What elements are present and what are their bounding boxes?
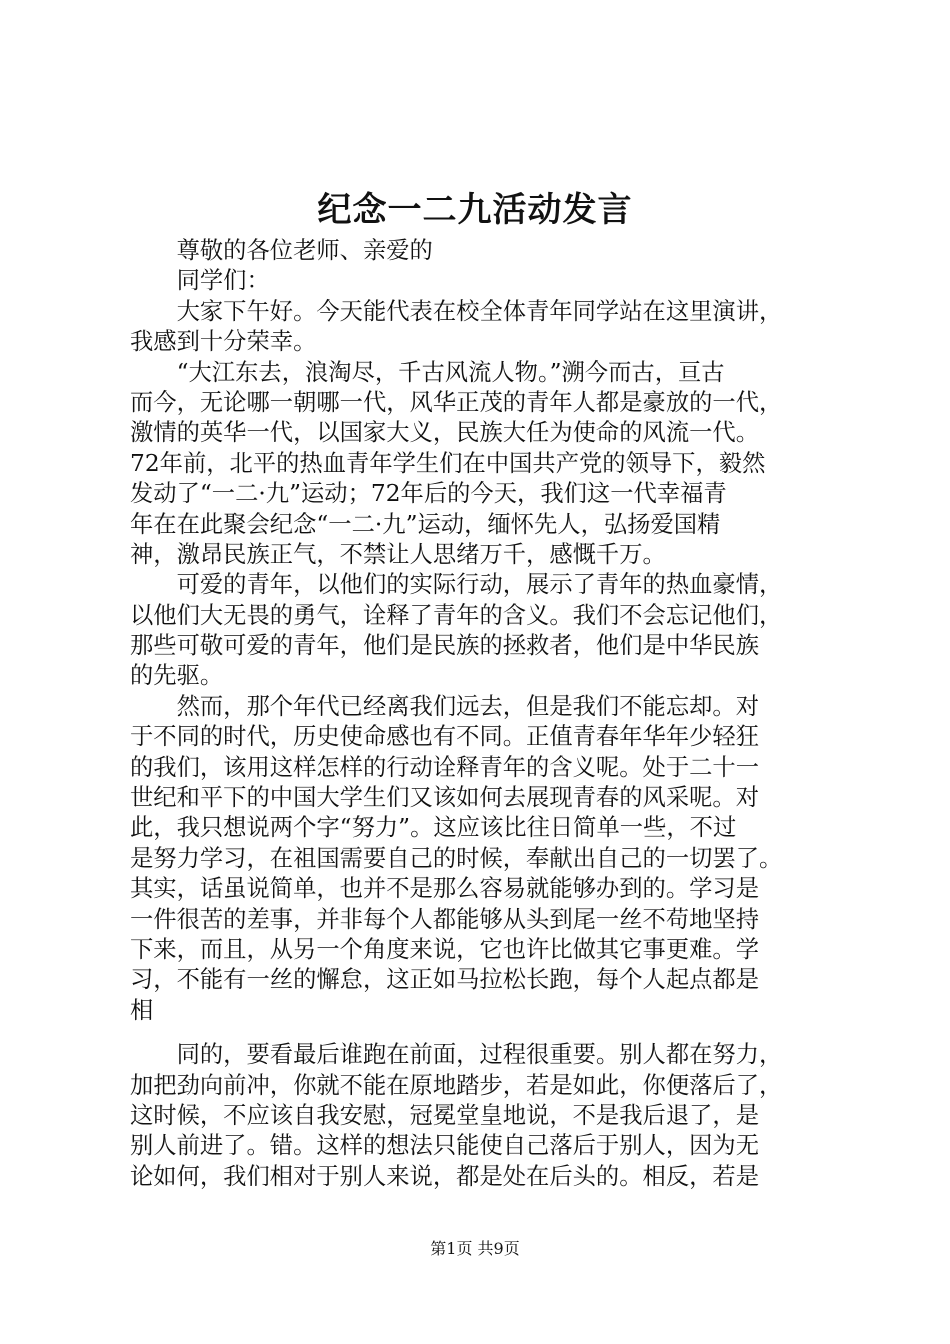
text-line: 同学们： <box>130 267 270 295</box>
text-line: 而今，无论哪一朝哪一代，风华正茂的青年人都是豪放的一代， <box>130 388 783 416</box>
text-line: 习，不能有一丝的懈怠，这正如马拉松长跑，每个人起点都是 <box>130 966 760 994</box>
text-line: “大江东去，浪淘尽，千古风流人物。”溯今而古，亘古 <box>130 358 725 386</box>
text-line: 此，我只想说两个字“努力”。这应该比往日简单一些，不过 <box>130 814 737 842</box>
text-line: 以他们大无畏的勇气，诠释了青年的含义。我们不会忘记他们， <box>130 601 783 629</box>
text-line: 一件很苦的差事，并非每个人都能够从头到尾一丝不苟地坚持 <box>130 905 760 933</box>
text-line: 那些可敬可爱的青年，他们是民族的拯救者，他们是中华民族 <box>130 632 760 660</box>
text-line: 加把劲向前冲，你就不能在原地踏步，若是如此，你便落后了， <box>130 1071 783 1099</box>
text-line: 世纪和平下的中国大学生们又该如何去展现青春的风采呢。对 <box>130 784 760 812</box>
text-line: 72年前，北平的热血青年学生们在中国共产党的领导下，毅然 <box>130 449 766 477</box>
text-line: 别人前进了。错。这样的想法只能使自己落后于别人，因为无 <box>130 1132 760 1160</box>
text-line: 然而，那个年代已经离我们远去，但是我们不能忘却。对 <box>130 692 760 720</box>
page-title: 纪念一二九活动发言 <box>317 190 633 230</box>
text-line: 尊敬的各位老师、亲爱的 <box>130 237 433 264</box>
text-line: 是努力学习，在祖国需要自己的时候，奉献出自己的一切罢了。 <box>130 844 783 872</box>
text-line: 这时候，不应该自我安慰，冠冕堂皇地说，不是我后退了，是 <box>130 1101 760 1129</box>
text-line: 相 <box>130 996 154 1024</box>
text-line: 发动了“一二·九”运动；72年后的今天，我们这一代幸福青 <box>130 480 727 508</box>
text-line: 激情的英华一代，以国家大义，民族大任为使命的风流一代。 <box>130 419 760 447</box>
document-body <box>130 236 830 1192</box>
text-line: 论如何，我们相对于别人来说，都是处在后头的。相反，若是 <box>130 1162 760 1190</box>
text-line: 大家下午好。今天能代表在校全体青年同学站在这里演讲， <box>130 297 783 325</box>
text-line: 年在在此聚会纪念“一二·九”运动，缅怀先人，弘扬爱国精 <box>130 510 721 538</box>
text-line: 的我们，该用这样怎样的行动诠释青年的含义呢。处于二十一 <box>130 753 760 781</box>
text-line: 我感到十分荣幸。 <box>130 328 317 356</box>
text-line: 于不同的时代，历史使命感也有不同。正值青春年华年少轻狂 <box>130 723 760 751</box>
text-line: 同的，要看最后谁跑在前面，过程很重要。别人都在努力， <box>130 1041 783 1069</box>
page-footer: 第1页 共9页 <box>430 1239 520 1258</box>
text-line: 其实，话虽说简单，也并不是那么容易就能够办到的。学习是 <box>130 875 760 903</box>
text-line: 下来，而且，从另一个角度来说，它也许比做其它事更难。学 <box>130 935 760 963</box>
text-line: 可爱的青年，以他们的实际行动，展示了青年的热血豪情， <box>130 571 783 599</box>
text-line: 神，激昂民族正气，不禁让人思绪万千，感慨千万。 <box>130 540 666 568</box>
text-line: 的先驱。 <box>130 662 224 690</box>
